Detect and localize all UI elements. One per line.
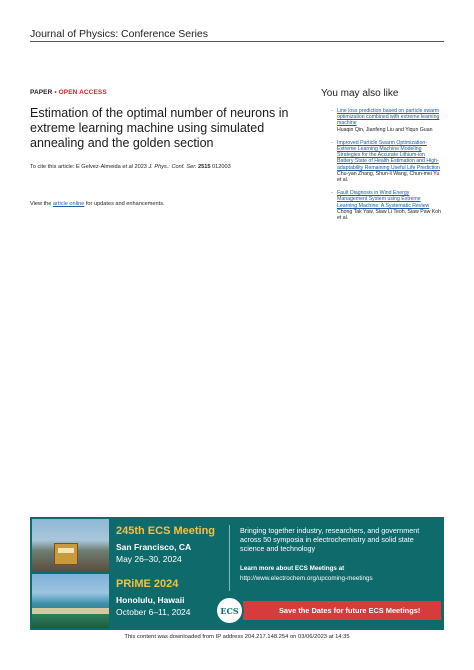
meeting-title-2: PRiME 2024	[116, 578, 179, 590]
meeting-dates-1: May 26–30, 2024	[116, 554, 182, 564]
bullet-dash: -	[331, 139, 333, 146]
save-the-dates-button[interactable]	[243, 601, 441, 620]
article-online-link[interactable]: article online	[52, 201, 85, 207]
ecs-logo-text: ECS	[220, 606, 239, 616]
ecs-advertisement-banner[interactable]	[30, 517, 444, 630]
cable-car-icon	[54, 543, 78, 565]
bullet-dash: -	[331, 108, 333, 114]
related-articles-list	[321, 108, 441, 221]
banner-divider	[229, 525, 230, 591]
citation-prefix: To cite this article: E Gelvez-Almeida	[30, 164, 123, 170]
open-access-badge: OPEN ACCESS	[58, 89, 107, 96]
citation-year: 2023	[132, 164, 149, 170]
related-articles-panel	[321, 88, 441, 228]
citation-volume: 2515	[196, 164, 211, 170]
shoreline-shape	[32, 608, 109, 614]
meeting-dates-2: October 6–11, 2024	[116, 607, 191, 617]
related-article-authors: Chu-yan Zhang, Shun-li Wang, Chun-mei Yu et al.	[337, 170, 440, 184]
related-articles-heading: You may also like	[321, 88, 399, 99]
list-item	[321, 140, 441, 183]
view-online-prefix: View the	[30, 201, 53, 207]
paper-label: PAPER	[30, 89, 53, 96]
bullet-dash: -	[331, 190, 333, 197]
list-item	[321, 190, 441, 221]
save-the-dates-label: Save the Dates for future ECS Meetings!	[279, 606, 421, 615]
paper-type-label	[30, 89, 107, 96]
view-online-suffix: for updates and enhancements.	[84, 201, 165, 207]
article-title: Estimation of the optimal number of neurons in extreme learning machine using simulated annealing and the golden section	[30, 106, 289, 150]
citation-line	[30, 164, 320, 170]
view-online-line	[30, 201, 165, 207]
related-article-authors: Huaqin Qin, Jianfeng Liu and Yiqun Guan	[337, 126, 433, 133]
ecs-logo-icon	[215, 596, 244, 625]
journal-title: Journal of Physics: Conference Series	[30, 28, 209, 40]
related-article-link[interactable]: Improved Particle Swarm Optimization-Extreme Learning Machine Modeling Strategies for the Accurate Lithium-ion Battery State of Health Estimation and High-adaptability Remaining Useful Life Prediction	[337, 139, 440, 171]
banner-description: Bringing together industry, researchers, and government across 50 symposia in electrochemistry and solid state science and technology	[240, 526, 420, 554]
citation-etal: et al	[122, 164, 133, 170]
meeting-city-2: Honolulu, Hawaii	[116, 595, 185, 605]
meeting-title-1: 245th ECS Meeting	[116, 525, 216, 537]
related-article-link[interactable]: Fault Diagnosis in Wind Energy Management System using Extreme Learning Machine: A Systematic Review	[337, 190, 430, 209]
list-item	[321, 108, 441, 133]
honolulu-coast-photo	[32, 574, 109, 628]
meetings-url-link[interactable]: http://www.electrochem.org/upcoming-meetings	[240, 575, 373, 582]
related-article-authors: Chong Tak Yaw, Siaw Li Teoh, Siaw Paw Koh et al.	[337, 208, 442, 222]
meeting-city-1: San Francisco, CA	[116, 542, 192, 552]
journal-header	[30, 28, 444, 43]
learn-more-label: Learn more about ECS Meetings at	[240, 565, 345, 572]
citation-journal: J. Phys.: Conf. Ser.	[148, 164, 197, 170]
related-article-link[interactable]: Line loss prediction based on particle swarm optimization combined with extreme learning machine	[337, 108, 440, 127]
header-rule	[30, 41, 444, 42]
label-separator: •	[52, 89, 59, 96]
san-francisco-tram-photo	[32, 519, 109, 572]
citation-article: 012003	[210, 164, 231, 170]
download-footer: This content was downloaded from IP address 204.217.148.254 on 03/06/2023 at 14:35	[124, 634, 350, 640]
